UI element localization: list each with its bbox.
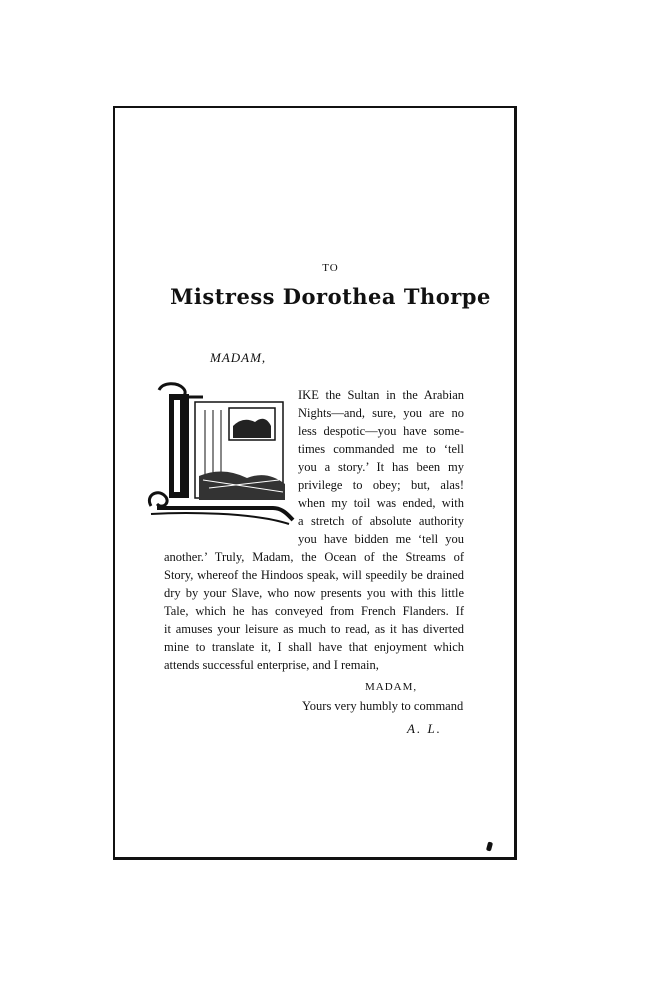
- body-line-4: times commanded me to ‘tell: [298, 442, 464, 456]
- closing-madam: MADAM,: [365, 681, 418, 693]
- closing-sign-off: Yours very humbly to command: [302, 699, 464, 713]
- body-line-7: when my toil was ended, with: [298, 496, 464, 510]
- dedicatee-name: Mistress Dorothea Thorpe: [170, 284, 491, 309]
- body-line-1: IKE the Sultan in the Arabian: [298, 388, 464, 402]
- body-line-3: less despotic—you have some-: [298, 424, 464, 438]
- body-line-2: Nights—and, sure, you are no: [298, 406, 464, 420]
- dedication-to: TO: [322, 262, 339, 274]
- signature-initials: A. L.: [407, 721, 442, 736]
- body-line-12: dry by your Slave, who now presents you with this little: [164, 586, 464, 600]
- body-line-6: privilege to obey; but, alas!: [298, 478, 464, 492]
- body-line-9: you have bidden me ‘tell you: [298, 532, 464, 546]
- illuminated-letter-L-icon: [143, 380, 295, 528]
- body-line-10: another.’ Truly, Madam, the Ocean of the Streams of: [164, 550, 464, 564]
- body-line-16: attends successful enterprise, and I remain,: [164, 658, 379, 672]
- body-line-8: a stretch of absolute authority: [298, 514, 464, 528]
- body-line-14: it amuses your leisure as much to read, as it has diverted: [164, 622, 464, 636]
- salutation: MADAM,: [210, 350, 267, 365]
- body-line-15: mine to translate it, I shall have that enjoyment which: [164, 640, 464, 654]
- body-line-5: you a story.’ It has been my: [298, 460, 464, 474]
- body-line-13: Tale, which he has conveyed from French Flanders. If: [164, 604, 464, 618]
- body-line-11: Story, whereof the Hindoos speak, will speedily be drained: [164, 568, 464, 582]
